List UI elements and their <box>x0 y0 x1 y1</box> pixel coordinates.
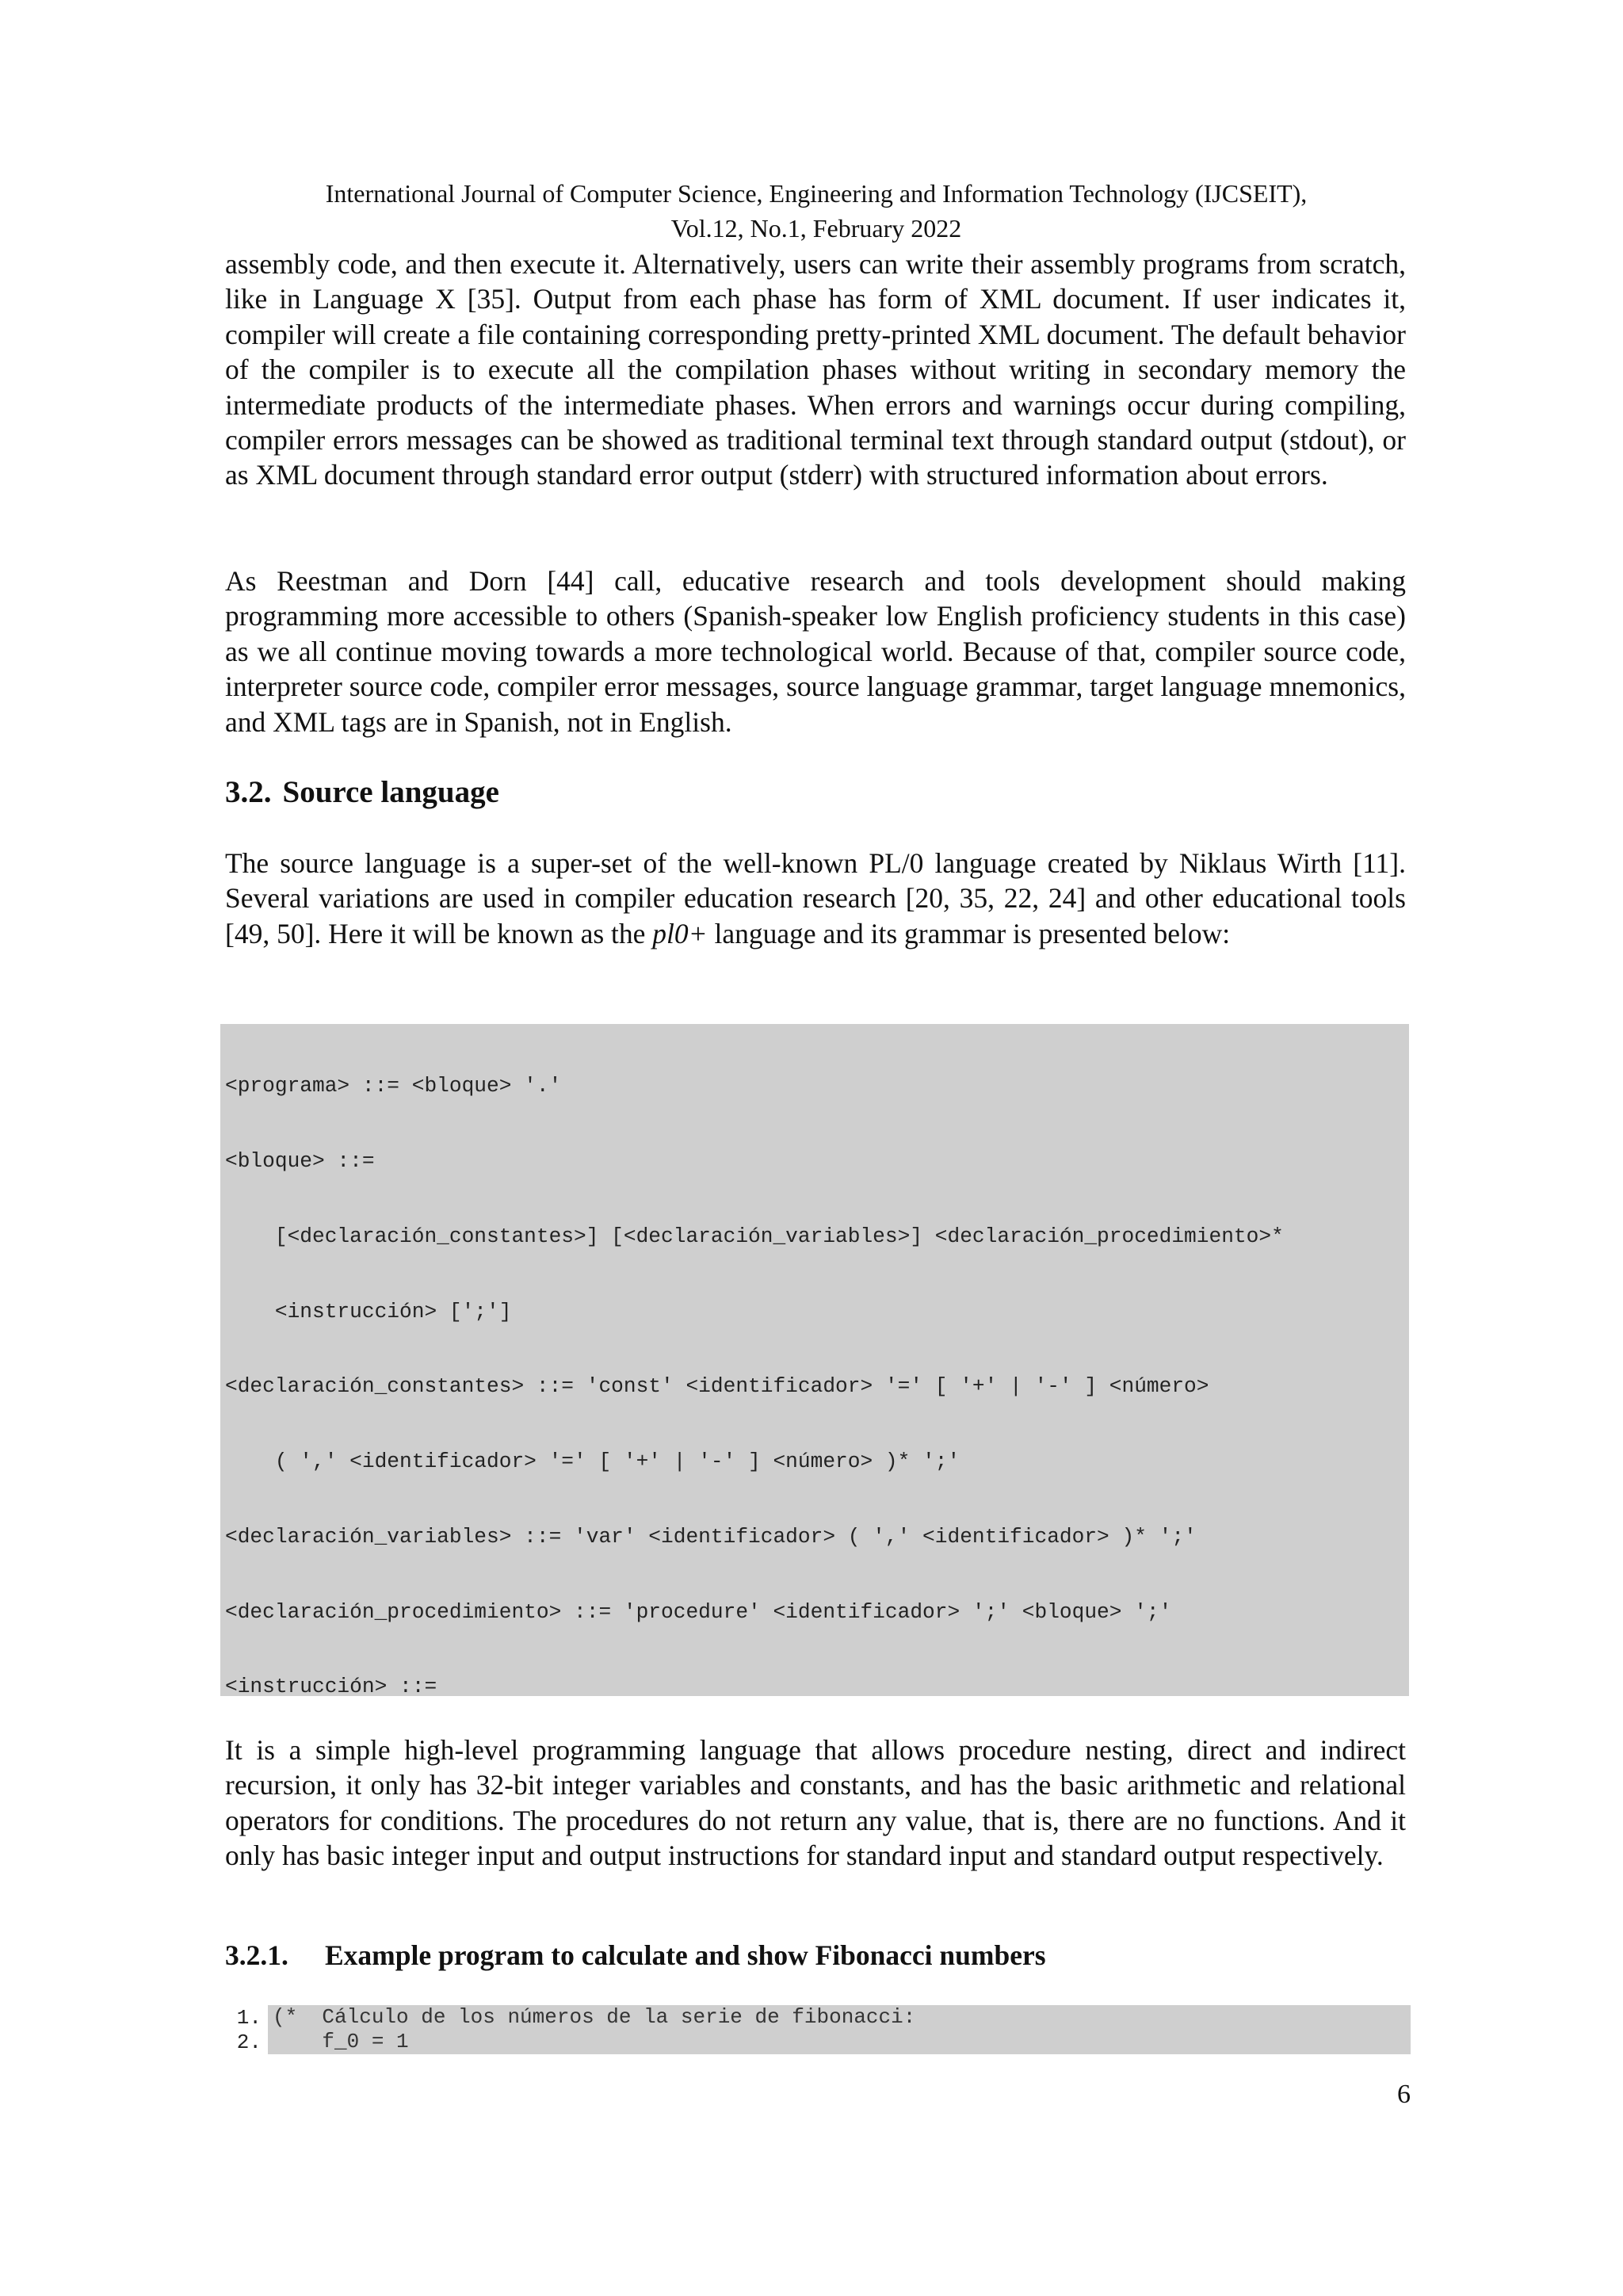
paragraph-source-language-start: The source language is a super-set of the well-known PL/0 language created by Niklaus Wirth [11]. Several variations are used in compiler education research [20, 35, 22, 24] and other educational tools [49, 50]. Here it will be known as the <box>225 847 1406 949</box>
running-header <box>222 176 1411 246</box>
journal-name: International Journal of Computer Science, Engineering and Information Technology (IJCSEIT), <box>325 179 1308 208</box>
page-number: 6 <box>1397 2080 1411 2109</box>
grammar-line: ( ',' <identificador> '=' [ '+' | '-' ] <número> )* ';' <box>225 1450 960 1474</box>
section-number: 3.2. <box>225 775 272 809</box>
paragraph-source-language-end: language and its grammar is presented below: <box>707 917 1231 949</box>
grammar-line: <bloque> ::= <box>225 1148 375 1173</box>
grammar-line: <programa> ::= <bloque> '.' <box>225 1074 562 1098</box>
section-heading <box>225 773 499 812</box>
grammar-line: <declaración_constantes> ::= 'const' <identificador> '=' [ '+' | '-' ] <número> <box>225 1374 1209 1399</box>
subsection-number: 3.2.1. <box>225 1939 288 1971</box>
grammar-line: <instrucción> ::= <box>225 1675 437 1696</box>
code-line <box>230 2030 1411 2054</box>
line-number: 1. <box>236 2005 262 2030</box>
subsection-heading <box>225 1937 1046 1973</box>
paragraph-spanish-motivation: As Reestman and Dorn [44] call, educative research and tools development should making programming more accessible to others (Spanish-speaker low English proficiency students in this case) as we all continue moving towards a more technological world. Because of that, compiler source code, interpreter source code, compiler error messages, source language grammar, target language mnemonics, and XML tags are in Spanish, not in English. <box>225 565 1406 738</box>
paragraph-source-language <box>225 846 1406 951</box>
paragraph-compiler-output: assembly code, and then execute it. Alternatively, users can write their assembly programs from scratch, like in Language X [35]. Output from each phase has form of XML document. If user indicates it, compiler will create a file containing corresponding pretty-printed XML document. The default behavior of the compiler is to execute all the compilation phases without writing in secondary memory the intermediate products of the intermediate phases. When errors and warnings occur during compiling, compiler errors messages can be showed as traditional terminal text through standard output (stdout), or as XML document through standard error output (stderr) with structured information about errors. <box>225 248 1406 491</box>
grammar-line: <declaración_variables> ::= 'var' <identificador> ( ',' <identificador> )* ';' <box>225 1524 1197 1549</box>
code-text: (* Cálculo de los números de la serie de fibonacci: <box>268 2005 1411 2030</box>
fibonacci-code-listing <box>230 2005 1411 2054</box>
journal-issue: Vol.12, No.1, February 2022 <box>670 214 962 243</box>
code-line <box>230 2005 1411 2030</box>
grammar-line: <instrucción> [';'] <box>225 1299 512 1324</box>
grammar-line: [<declaración_constantes>] [<declaración_variables>] <declaración_procedimiento>* <box>225 1224 1284 1248</box>
subsection-title: Example program to calculate and show Fibonacci numbers <box>325 1939 1046 1971</box>
section-title: Source language <box>282 775 499 809</box>
line-number: 2. <box>236 2030 262 2054</box>
grammar-line: <declaración_procedimiento> ::= 'procedure' <identificador> ';' <bloque> ';' <box>225 1599 1172 1624</box>
code-text: f_0 = 1 <box>268 2030 1411 2054</box>
grammar-listing <box>220 1024 1409 1696</box>
language-name: pl0+ <box>652 917 708 949</box>
paragraph-language-description: It is a simple high-level programming language that allows procedure nesting, direct and indirect recursion, it only has 32-bit integer variables and constants, and has the basic arithmetic and relational operators for conditions. The procedures do not return any value, that is, there are no functions. And it only has basic integer input and output instructions for standard input and standard output respectively. <box>225 1734 1406 1872</box>
